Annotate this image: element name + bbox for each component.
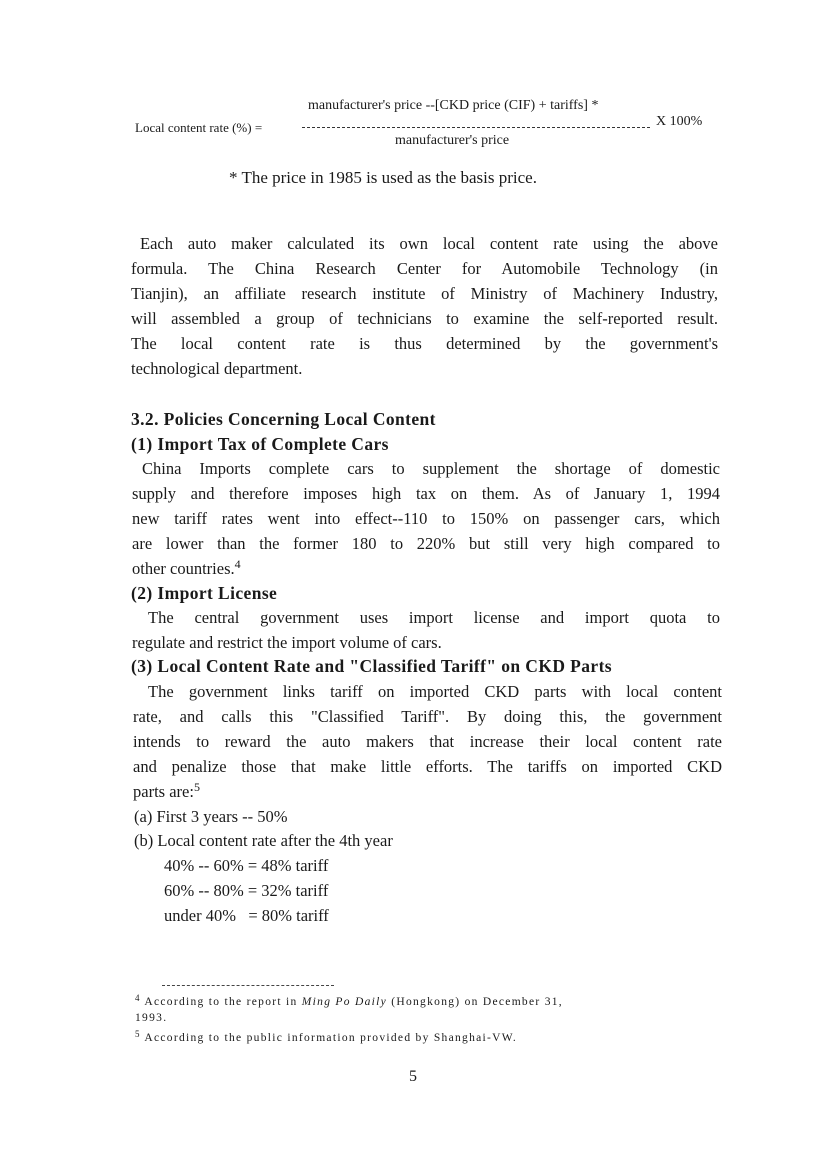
page-number: 5 xyxy=(409,1068,417,1085)
classified-tariff-paragraph xyxy=(133,679,722,804)
paragraph-line: intends to reward the auto makers that increase their local content rate xyxy=(133,732,722,751)
paragraph-text: parts are: xyxy=(133,782,194,801)
paragraph-line: supply and therefore imposes high tax on them. As of January 1, 1994 xyxy=(132,484,720,503)
paragraph-line: technological department. xyxy=(131,359,303,378)
paragraph-line: China Imports complete cars to supplement the shortage of domestic xyxy=(142,459,720,478)
formula-note: * The price in 1985 is used as the basis price. xyxy=(229,168,537,187)
import-license-paragraph xyxy=(132,605,720,655)
paragraph-line: regulate and restrict the import volume of cars. xyxy=(132,633,442,652)
paragraph-line: formula. The China Research Center for Automobile Technology (in xyxy=(131,259,718,278)
footnote-ref-4: 4 xyxy=(234,557,241,571)
formula-numerator: manufacturer's price --[CKD price (CIF) + tariffs] * xyxy=(308,98,599,113)
section-title: 3.2. Policies Concerning Local Content xyxy=(131,409,436,429)
intro-paragraph xyxy=(131,231,718,381)
paragraph-line: Tianjin), an affiliate research institute of Ministry of Machinery Industry, xyxy=(131,284,718,303)
formula-lhs: Local content rate (%) = xyxy=(135,120,263,135)
tariff-row: under 40% = 80% tariff xyxy=(164,906,329,925)
footnote-ref-5: 5 xyxy=(193,780,200,794)
formula-multiplier: X 100% xyxy=(656,114,703,129)
import-tax-paragraph xyxy=(132,456,720,581)
paragraph-line: will assembled a group of technicians to examine the self-reported result. xyxy=(131,309,718,328)
formula-denominator: manufacturer's price xyxy=(395,133,510,148)
paragraph-line: Each auto maker calculated its own local content rate using the above xyxy=(140,234,718,253)
paragraph-line xyxy=(132,556,720,581)
footnote-source: Ming Po Daily xyxy=(301,996,388,1008)
footnote-text: 1993. xyxy=(135,1012,168,1024)
footnote-4 xyxy=(135,994,715,1026)
paragraph-text: other countries. xyxy=(132,559,235,578)
footnote-text: According to the report in xyxy=(144,996,302,1008)
paragraph-line: The government links tariff on imported CKD parts with local content xyxy=(148,682,722,701)
paragraph-line: rate, and calls this "Classified Tariff". By doing this, the government xyxy=(133,707,722,726)
tariff-item-b: (b) Local content rate after the 4th year xyxy=(134,831,393,850)
paragraph-line: and penalize those that make little efforts. The tariffs on imported CKD xyxy=(133,757,722,776)
tariff-item-a: (a) First 3 years -- 50% xyxy=(134,807,288,826)
footnote-text: According to the public information provided by Shanghai-VW. xyxy=(144,1032,518,1044)
tariff-row: 60% -- 80% = 32% tariff xyxy=(164,881,329,900)
paragraph-line: are lower than the former 180 to 220% but still very high compared to xyxy=(132,534,720,553)
subsection-title-3: (3) Local Content Rate and "Classified Tariff" on CKD Parts xyxy=(131,656,613,676)
paragraph-line: new tariff rates went into effect--110 to 150% on passenger cars, which xyxy=(132,509,720,528)
tariff-row: 40% -- 60% = 48% tariff xyxy=(164,856,329,875)
footnote-number: 5 xyxy=(135,1029,141,1039)
paragraph-line: The central government uses import license and import quota to xyxy=(148,608,720,627)
subsection-title-2: (2) Import License xyxy=(131,583,278,603)
footnote-rule xyxy=(162,985,334,986)
paragraph-line xyxy=(133,779,722,804)
paragraph-line: The local content rate is thus determined by the government's xyxy=(131,334,718,353)
formula-fraction-bar xyxy=(302,127,650,128)
footnote-text: (Hongkong) on December 31, xyxy=(387,996,563,1008)
footnote-number: 4 xyxy=(135,993,141,1003)
footnote-5 xyxy=(135,1030,715,1046)
subsection-title-1: (1) Import Tax of Complete Cars xyxy=(131,434,389,454)
